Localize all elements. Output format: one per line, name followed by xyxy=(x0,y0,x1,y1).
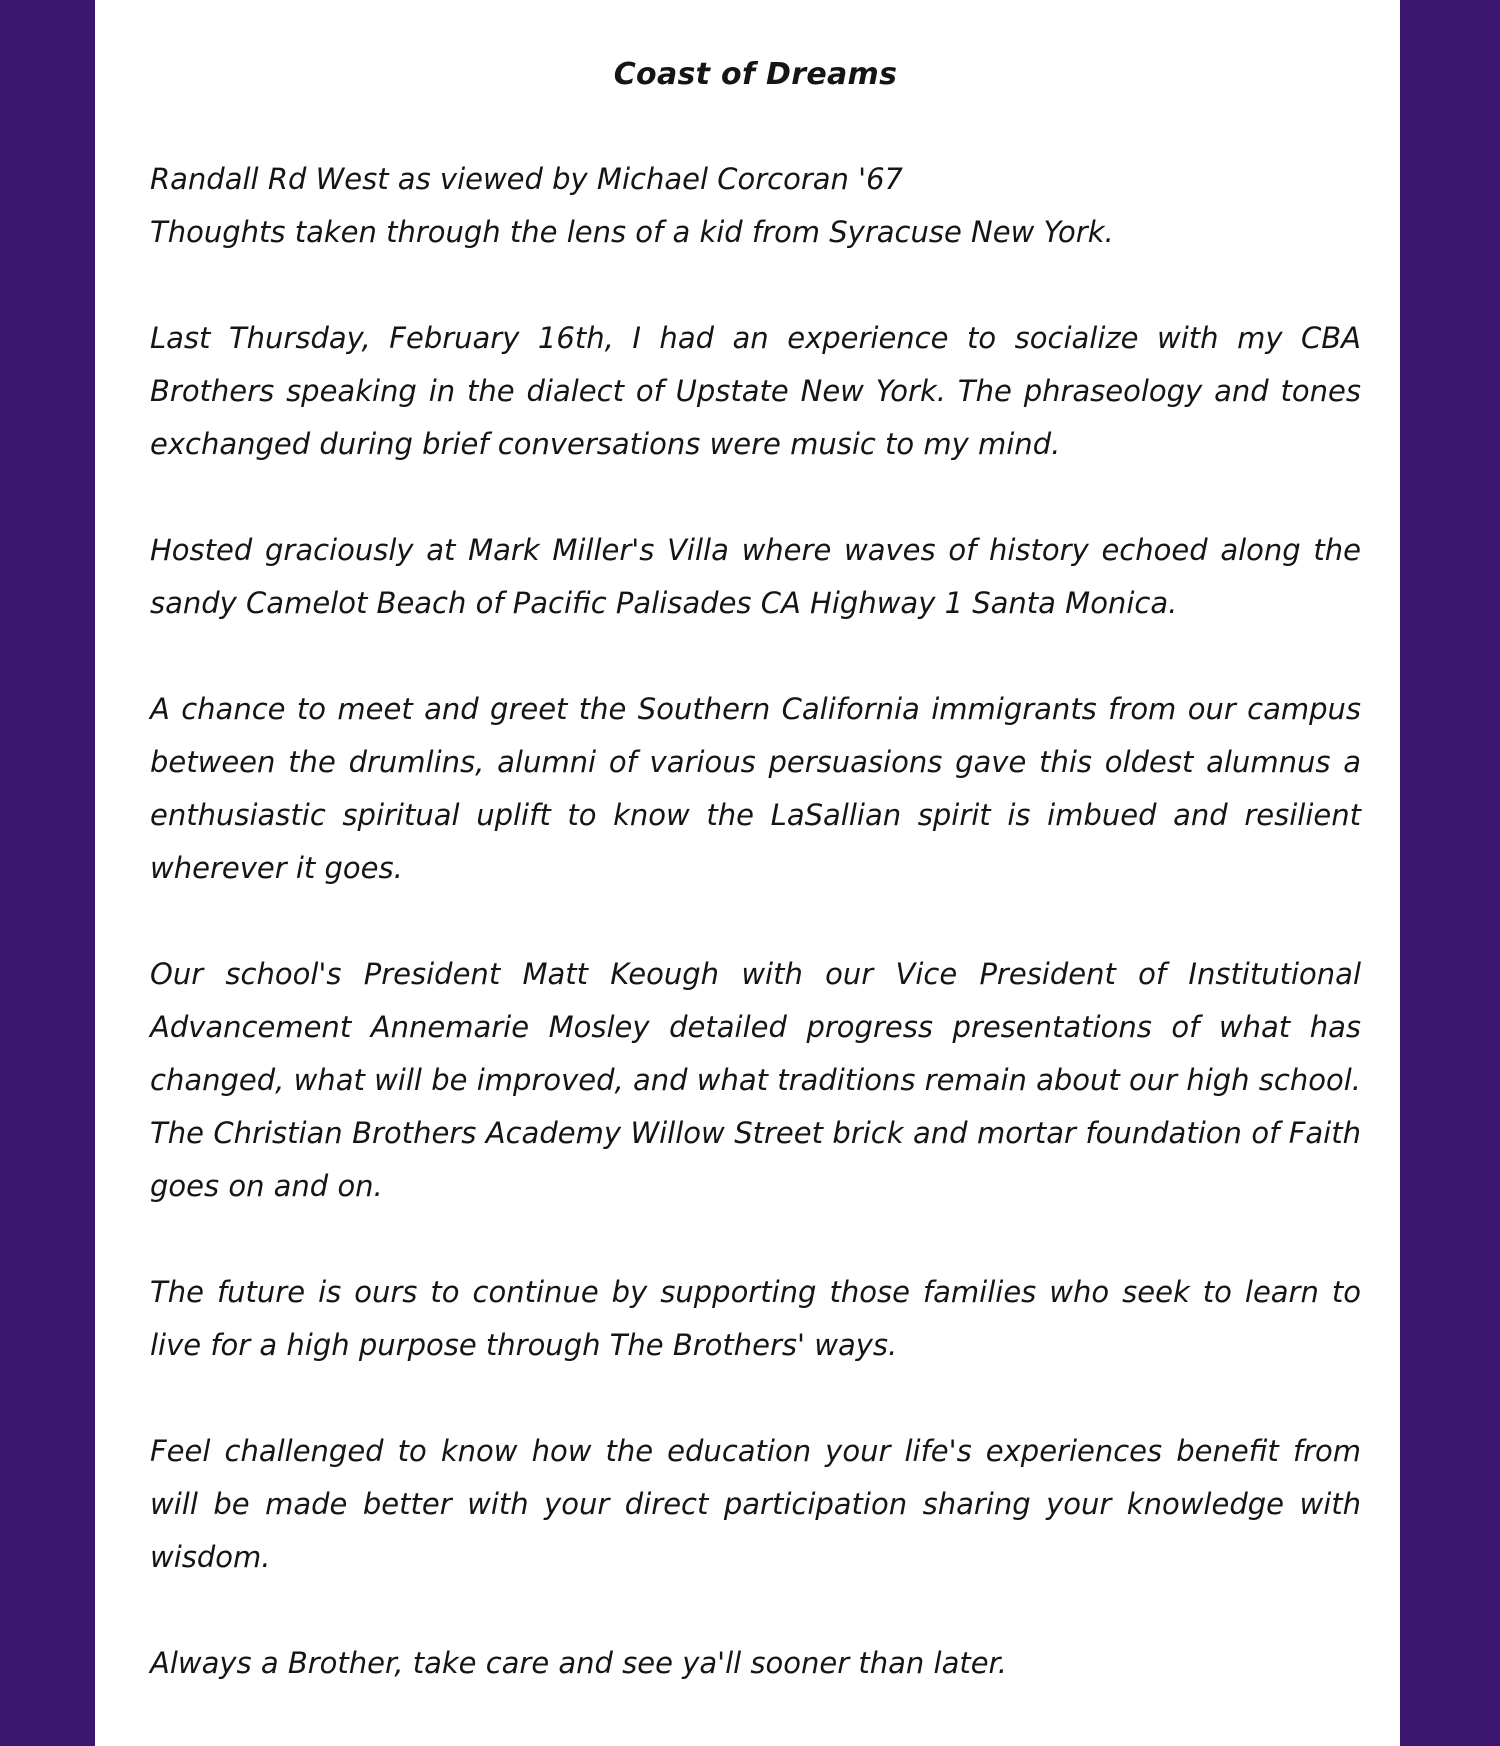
closing-line: Always a Brother, take care and see ya'll sooner than later. xyxy=(150,1646,1008,1680)
paragraph-4: Our school's President Matt Keough with our Vice President of Institutional Advancement Annemarie Mosley detailed progress presentations of what has changed, what will be improved, and what traditions remain about our high school. The Christian Brothers Academy Willow Street brick and mortar foundation of Faith goes on and on. xyxy=(150,957,1361,1203)
paragraph-3: A chance to meet and greet the Southern California immigrants from our campus between the drumlins, alumni of various persuasions gave this oldest alumnus a enthusiastic spiritual uplift to know the LaSallian spirit is imbued and resilient wherever it goes. xyxy=(150,692,1361,885)
byline xyxy=(150,153,1361,259)
paragraph-2: Hosted graciously at Mark Miller's Villa where waves of history echoed along the sandy Camelot Beach of Pacific Palisades CA Highway 1 Santa Monica. xyxy=(150,533,1361,620)
document-title: Coast of Dreams xyxy=(613,57,898,92)
byline-subtitle: Thoughts taken through the lens of a kid from Syracuse New York. xyxy=(150,215,1114,249)
paragraph-1: Last Thursday, February 16th, I had an experience to socialize with my CBA Brothers speaking in the dialect of Upstate New York. The phraseology and tones exchanged during brief conversations were music to my mind. xyxy=(150,321,1361,461)
byline-author: Randall Rd West as viewed by Michael Corcoran '67 xyxy=(150,162,903,196)
document-page xyxy=(95,0,1400,1746)
paragraph-6: Feel challenged to know how the education your life's experiences benefit from will be made better with your direct participation sharing your knowledge with wisdom. xyxy=(150,1434,1361,1574)
paragraph-5: The future is ours to continue by supporting those families who seek to learn to live for a high purpose through The Brothers' ways. xyxy=(150,1275,1361,1362)
